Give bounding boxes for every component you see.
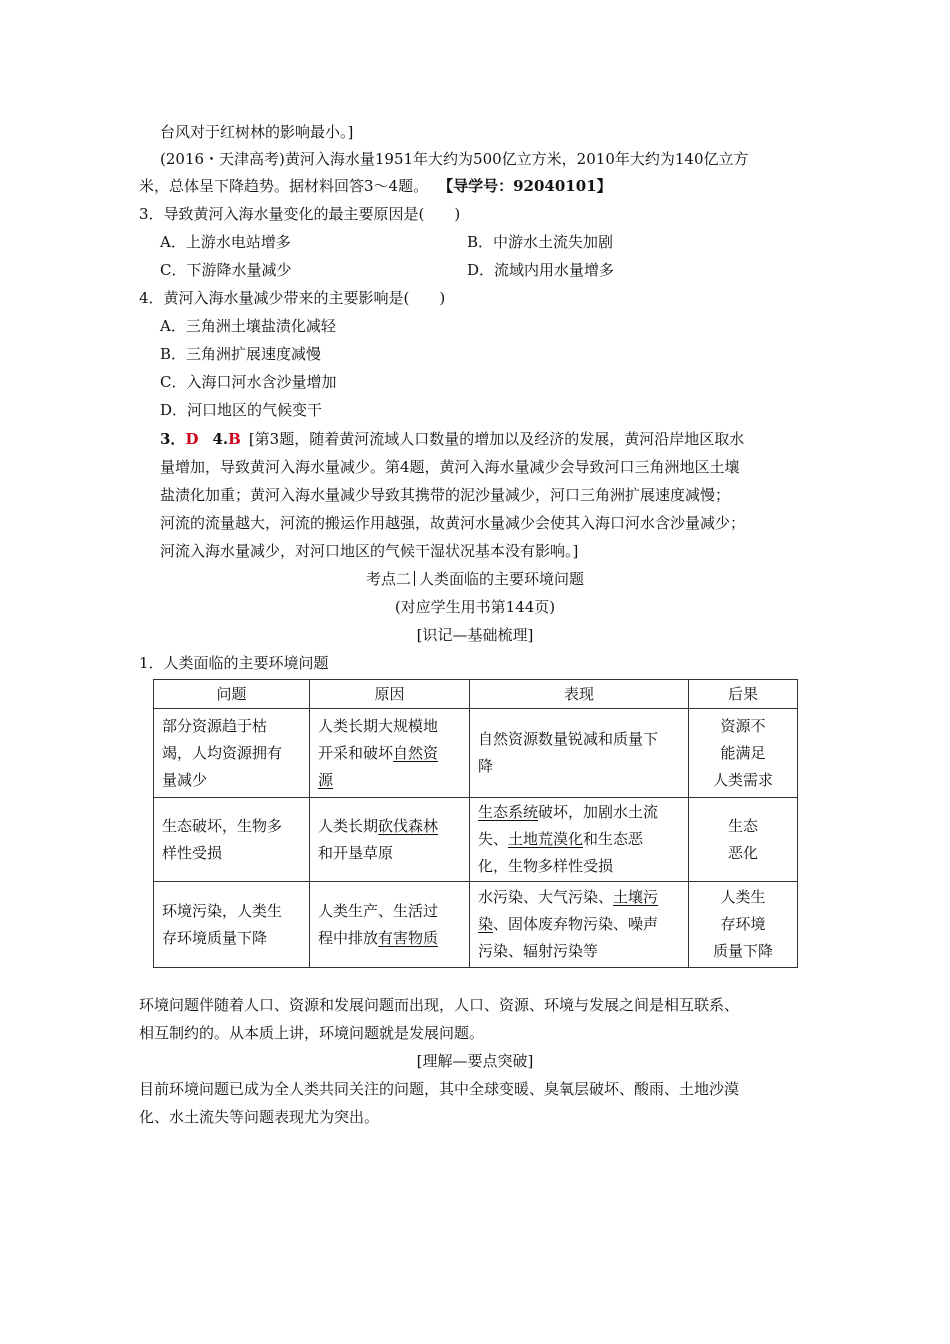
table-row — [154, 709, 798, 798]
text-line: (2016・天津高考)黄河入海水量1951年大约为500亿立方米，2010年大约为140亿立方 — [160, 150, 749, 168]
answer-4: B — [228, 430, 241, 448]
consequence-cell: 资源不 能满足 人类需求 — [689, 709, 798, 798]
option-4c: C．入海口河水含沙量增加 — [160, 373, 337, 391]
text-line: 米，总体呈下降趋势。据材料回答3～4题。 【导学号：92040101】 — [139, 177, 612, 195]
explanation-line: 盐渍化加重；黄河入海水量减少导致其携带的泥沙量减少，河口三角洲扩展速度减慢； — [160, 486, 731, 504]
cause-cell: 人类长期大规模地 开采和破坏自然资 源 — [310, 709, 470, 798]
explanation-line: 河流入海水量减少，对河口地区的气候干湿状况基本没有影响。] — [160, 542, 579, 560]
option-4b: B．三角洲扩展速度减慢 — [160, 345, 322, 363]
option-4a: A．三角洲土壤盐渍化减轻 — [160, 317, 336, 335]
cause-cell: 人类生产、生活过 程中排放有害物质 — [310, 882, 470, 968]
list-item-title: 1．人类面临的主要环境问题 — [139, 654, 329, 672]
option-4d: D．河口地区的气候变干 — [160, 401, 323, 419]
paragraph-line: 环境问题伴随着人口、资源和发展问题而出现，人口、资源、环境与发展之间是相互联系、 — [139, 996, 740, 1014]
paragraph-line: 相互制约的。从本质上讲，环境问题就是发展问题。 — [139, 1024, 485, 1042]
symptom-cell: 生态系统破坏，加剧水土流 失、土地荒漠化和生态恶 化，生物多样性受损 — [470, 798, 689, 882]
table-row — [154, 798, 798, 882]
option-3a: A．上游水电站增多 — [160, 233, 291, 251]
column-header: 问题 — [154, 680, 310, 709]
section-reference: (对应学生用书第144页) — [394, 598, 556, 616]
problem-cell: 生态破坏，生物多 样性受损 — [154, 798, 310, 882]
symptom-cell: 水污染、大气污染、土壤污 染、固体废弃物污染、噪声 污染、辐射污染等 — [470, 882, 689, 968]
question-3: 3．导致黄河入海水量变化的最主要原因是( ) — [139, 205, 461, 223]
column-header: 后果 — [689, 680, 798, 709]
consequence-cell: 人类生 存环境 质量下降 — [689, 882, 798, 968]
paragraph-line: 目前环境问题已成为全人类共同关注的问题，其中全球变暖、臭氧层破坏、酸雨、土地沙漠 — [139, 1080, 740, 1098]
table-header-row — [154, 680, 798, 709]
subsection-title: [识记—基础梳理] — [416, 626, 534, 644]
option-3d: D．流域内用水量增多 — [467, 261, 615, 279]
environment-problems-table — [153, 679, 798, 968]
paragraph-line: 化、水土流失等问题表现尤为突出。 — [139, 1108, 380, 1126]
answer-line: 3．D 4.B [第3题，随着黄河流域人口数量的增加以及经济的发展，黄河沿岸地区取水 — [160, 430, 745, 448]
subsection-title: [理解—要点突破] — [416, 1052, 534, 1070]
table-row — [154, 882, 798, 968]
problem-cell: 部分资源趋于枯 竭，人均资源拥有 量减少 — [154, 709, 310, 798]
heading-divider — [414, 571, 415, 586]
question-4: 4．黄河入海水量减少带来的主要影响是( ) — [139, 289, 446, 307]
problem-cell: 环境污染，人类生 存环境质量下降 — [154, 882, 310, 968]
study-code: 【导学号：92040101】 — [438, 177, 612, 195]
consequence-cell: 生态 恶化 — [689, 798, 798, 882]
answer-3: D — [185, 430, 199, 448]
option-3c: C．下游降水量减少 — [160, 261, 292, 279]
column-header: 表现 — [470, 680, 689, 709]
column-header: 原因 — [310, 680, 470, 709]
explanation-line: 河流的流量越大，河流的搬运作用越强，故黄河水量减少会使其入海口河水含沙量减少； — [160, 514, 746, 532]
symptom-cell: 自然资源数量锐减和质量下 降 — [470, 709, 689, 798]
text-line: 台风对于红树林的影响最小。] — [160, 123, 354, 141]
option-3b: B．中游水土流失加剧 — [467, 233, 614, 251]
section-heading: 考点二 人类面临的主要环境问题 — [365, 570, 585, 588]
explanation-line: 量增加，导致黄河入海水量减少。第4题，黄河入海水量减少会导致河口三角洲地区土壤 — [160, 458, 740, 476]
cause-cell: 人类长期砍伐森林 和开垦草原 — [310, 798, 470, 882]
